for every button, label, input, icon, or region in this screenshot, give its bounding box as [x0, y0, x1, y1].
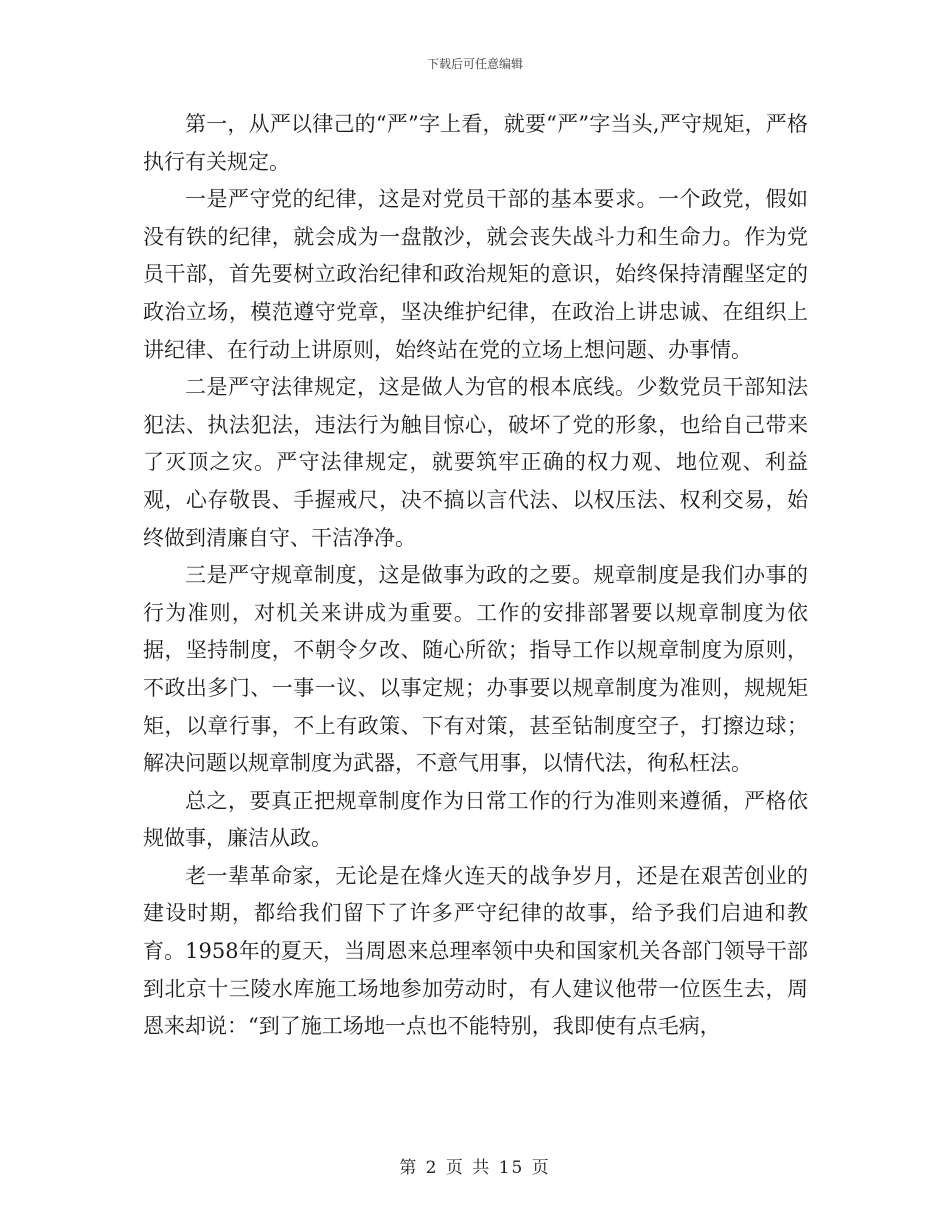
paragraph: 老一辈革命家，无论是在烽火连天的战争岁月，还是在艰苦创业的建设时期，都给我们留下了许多严守纪律的故事，给予我们启迪和教育。1958年的夏天，当周恩来总理率领中央和国家机关各部门领导干部到北京十三陵水库施工场地参加劳动时，有人建议他带一位医生去，周恩来却说：“到了施工场地一点也不能特别，我即使有点毛病， [143, 863, 808, 1039]
paragraph: 第一，从严以律己的“严”字上看，就要“严”字当头,严守规矩，严格执行有关规定。 [143, 112, 808, 174]
paragraph: 三是严守规章制度，这是做事为政的之要。规章制度是我们办事的行为准则，对机关来讲成为重要。工作的安排部署要以规章制度为依据，坚持制度，不朝令夕改、随心所欲；指导工作以规章制度为原则，不政出多门、一事一议、以事定规；办事要以规章制度为准则，规规矩矩，以章行事，不上有政策、下有对策，甚至钻制度空子，打擦边球；解决问题以规章制度为武器，不意气用事，以情代法，徇私枉法。 [143, 563, 808, 776]
page-number-footer: 第 2 页 共 15 页 [399, 1158, 551, 1178]
paragraph: 一是严守党的纪律，这是对党员干部的基本要求。一个政党，假如没有铁的纪律，就会成为一盘散沙，就会丧失战斗力和生命力。作为党员干部，首先要树立政治纪律和政治规矩的意识，始终保持清醒坚定的政治立场，模范遵守党章，坚决维护纪律，在政治上讲忠诚、在组织上讲纪律、在行动上讲原则，始终站在党的立场上想问题、办事情。 [143, 187, 808, 362]
document-body [143, 106, 808, 1046]
page-header: 下载后可任意编辑 [426, 57, 523, 71]
paragraph: 二是严守法律规定，这是做人为官的根本底线。少数党员干部知法犯法、执法犯法，违法行为触目惊心，破坏了党的形象，也给自己带来了灭顶之灾。严守法律规定，就要筑牢正确的权力观、地位观、利益观，心存敬畏、手握戒尺，决不搞以言代法、以权压法、权利交易，始终做到清廉自守、干洁净净。 [143, 375, 808, 550]
paragraph: 总之，要真正把规章制度作为日常工作的行为准则来遵循，严格依规做事，廉洁从政。 [143, 788, 808, 851]
